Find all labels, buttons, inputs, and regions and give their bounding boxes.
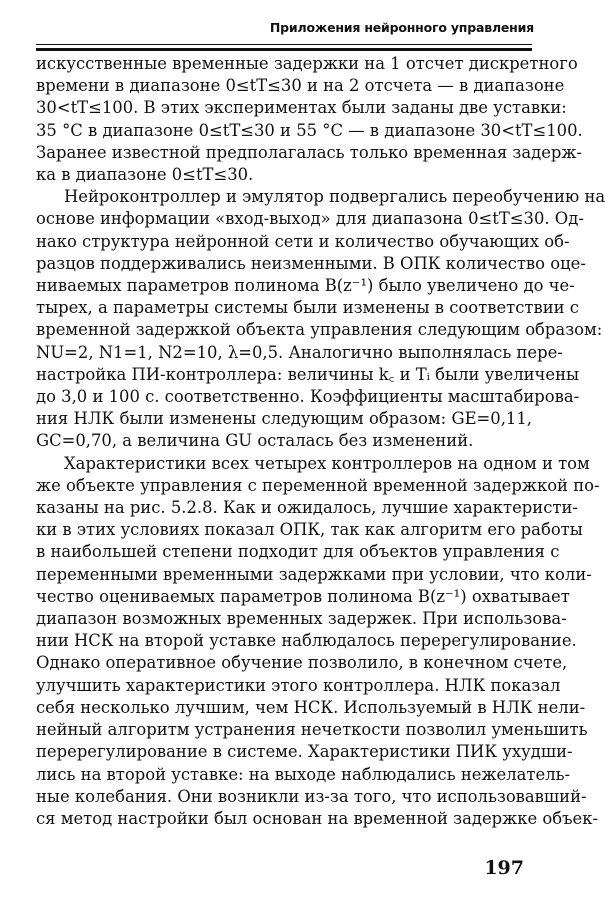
text-line: ки в этих условиях показал ОПК, так как алгоритм его работы	[36, 520, 583, 540]
text-line: ния НЛК были изменены следующим образом: GE=0,11,	[36, 409, 532, 429]
text-line: до 3,0 и 100 с. соответственно. Коэффициенты масштабирова-	[36, 387, 580, 407]
header-rule-thin	[36, 44, 532, 45]
text-line: ся метод настройки был основан на временной задержке объек-	[36, 808, 599, 828]
text-line: себя несколько лучшим, чем НСК. Используемый в НЛК нели-	[36, 697, 586, 717]
text-line: лись на второй уставке: на выходе наблюдались нежелатель-	[36, 764, 571, 784]
text-line: Характеристики всех четырех контроллеров на одном и том	[64, 453, 590, 473]
text-line: основе информации «вход-выход» для диапазона 0≤tT≤30. Од-	[36, 209, 584, 229]
text-line: 35 °С в диапазоне 0≤tT≤30 и 55 °С — в диапазоне 30<tT≤100.	[36, 120, 583, 140]
body-text	[36, 53, 605, 830]
text-line: улучшить характеристики этого контроллера. НЛК показал	[36, 675, 561, 695]
text-line: переменными временными задержками при условии, что коли-	[36, 564, 592, 584]
text-line: ка в диапазоне 0≤tT≤30.	[36, 165, 254, 185]
text-line: нии НСК на второй уставке наблюдалось перерегулирование.	[36, 631, 577, 651]
text-line: тырех, а параметры системы были изменены в соответствии с	[36, 298, 579, 318]
page-number: 197	[484, 857, 524, 879]
header-rule-thick	[36, 48, 532, 51]
text-line: в наибольшей степени подходит для объектов управления с	[36, 542, 560, 562]
text-line: времени в диапазоне 0≤tT≤30 и на 2 отсчета — в диапазоне	[36, 76, 565, 96]
text-line: нако структура нейронной сети и количество обучающих об-	[36, 231, 570, 251]
text-line: ниваемых параметров полинома B(z⁻¹) было увеличено до че-	[36, 276, 575, 296]
text-line: искусственные временные задержки на 1 отсчет дискретного	[36, 54, 578, 73]
text-line: временной задержкой объекта управления следующим образом:	[36, 320, 603, 340]
text-line: 30<tT≤100. В этих экспериментах были заданы две уставки:	[36, 98, 567, 118]
text-line: казаны на рис. 5.2.8. Как и ожидалось, лучшие характеристи-	[36, 498, 578, 518]
text-line: ные колебания. Они возникли из-за того, что использовавший-	[36, 786, 587, 806]
text-line: Нейроконтроллер и эмулятор подвергались переобучению на	[64, 187, 605, 207]
text-line: NU=2, N1=1, N2=10, λ=0,5. Аналогично выполнялась пере-	[36, 342, 563, 362]
text-line: чество оцениваемых параметров полинома B(z⁻¹) охватывает	[36, 586, 570, 606]
running-head: Приложения нейронного управления	[269, 20, 534, 35]
text-line: разцов поддерживались неизменными. В ОПК количество оце-	[36, 253, 586, 273]
text-line: Заранее известной предполагалась только временная задерж-	[36, 142, 583, 162]
text-line: нейный алгоритм устранения нечеткости позволил уменьшить	[36, 720, 588, 740]
text-line: настройка ПИ-контроллера: величины k꜀ и Tᵢ были увеличены	[36, 364, 580, 384]
text-line: же объекте управления с переменной временной задержкой по-	[36, 475, 600, 495]
text-line: Однако оперативное обучение позволило, в конечном счете,	[36, 653, 568, 673]
paragraph	[36, 186, 605, 452]
text-line: GC=0,70, а величина GU осталась без изменений.	[36, 431, 474, 451]
paragraph	[36, 453, 600, 830]
text-line: диапазон возможных временных задержек. При использова-	[36, 609, 567, 629]
paragraph	[36, 53, 583, 186]
text-line: перерегулирование в системе. Характеристики ПИК ухудши-	[36, 742, 573, 762]
